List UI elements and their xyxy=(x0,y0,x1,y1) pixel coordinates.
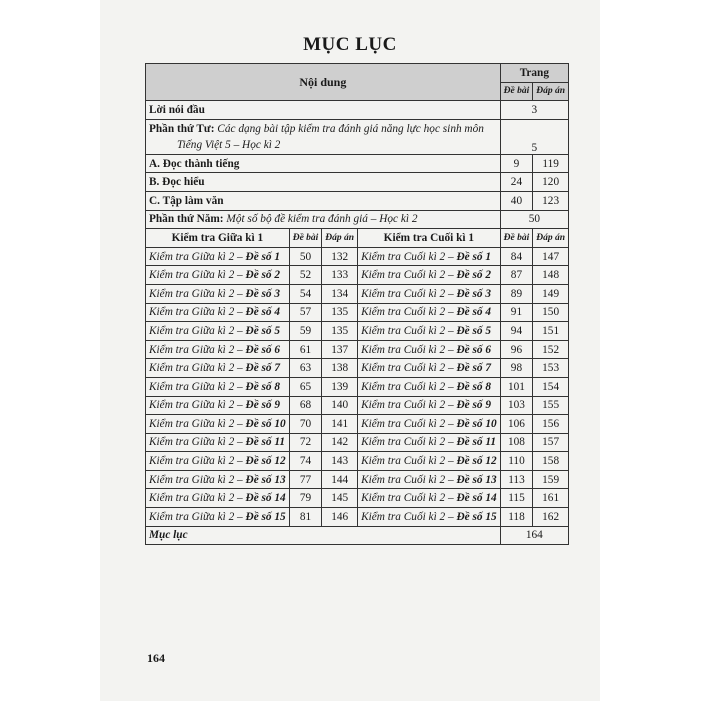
exam-left-title xyxy=(146,508,290,527)
exam-row xyxy=(146,247,569,266)
exam-right-title xyxy=(358,284,501,303)
exam-right-de-bai: 91 xyxy=(500,303,533,322)
section-page: 3 xyxy=(500,101,568,120)
exam-right-de-bai: 101 xyxy=(500,377,533,396)
exam-number: Đề số 7 xyxy=(456,362,491,375)
exam-number: Đề số 6 xyxy=(245,343,281,356)
exam-number: Đề số 9 xyxy=(245,399,281,412)
exam-number: Đề số 14 xyxy=(245,492,286,505)
exam-row xyxy=(146,452,569,471)
exam-title-prefix: Kiểm tra Giữa kì 2 – xyxy=(149,250,246,263)
exam-right-de-bai: 113 xyxy=(500,470,533,489)
exam-left-dap-an: 134 xyxy=(322,284,358,303)
exam-title-prefix: Kiểm tra Cuối kì 2 – xyxy=(361,324,457,337)
exam-row xyxy=(146,322,569,341)
section-label: Lời nói đầu xyxy=(146,101,501,120)
exam-right-title xyxy=(358,508,501,527)
exam-left-de-bai: 59 xyxy=(289,322,322,341)
exam-right-de-bai: 94 xyxy=(500,322,533,341)
exam-left-de-bai: 61 xyxy=(289,340,322,359)
exam-title-prefix: Kiểm tra Giữa kì 2 – xyxy=(149,492,246,505)
part-label: Phần thứ Tư: xyxy=(149,122,215,135)
exam-right-title xyxy=(358,247,501,266)
exam-left-title xyxy=(146,340,290,359)
exam-number: Đề số 11 xyxy=(245,436,286,449)
exam-number: Đề số 3 xyxy=(456,287,491,300)
header-content: Nội dung xyxy=(146,64,501,101)
exam-left-title xyxy=(146,247,290,266)
exam-header-dap-an: Đáp án xyxy=(533,229,569,248)
exam-left-title xyxy=(146,266,290,285)
exam-left-title xyxy=(146,303,290,322)
section-de-bai: 24 xyxy=(500,173,533,192)
exam-right-dap-an: 147 xyxy=(533,247,569,266)
part-text: Một số bộ đề kiểm tra đánh giá – Học kì 2 xyxy=(223,213,418,226)
exam-left-dap-an: 144 xyxy=(322,470,358,489)
exam-number: Đề số 13 xyxy=(456,473,497,486)
exam-title-prefix: Kiểm tra Giữa kì 2 – xyxy=(149,455,246,468)
toc-row-muc-luc xyxy=(146,526,569,545)
exam-left-de-bai: 77 xyxy=(289,470,322,489)
exam-right-dap-an: 150 xyxy=(533,303,569,322)
section-label: B. Đọc hiểu xyxy=(146,173,501,192)
exam-left-title xyxy=(146,322,290,341)
exam-left-dap-an: 140 xyxy=(322,396,358,415)
section-page: 50 xyxy=(500,210,568,229)
section-part-cell xyxy=(146,210,501,229)
exam-left-de-bai: 63 xyxy=(289,359,322,378)
exam-title-prefix: Kiểm tra Cuối kì 2 – xyxy=(361,362,457,375)
exam-number: Đề số 7 xyxy=(245,362,281,375)
exam-number: Đề số 9 xyxy=(456,399,491,412)
exam-title-prefix: Kiểm tra Giữa kì 2 – xyxy=(149,380,246,393)
exam-left-de-bai: 50 xyxy=(289,247,322,266)
exam-right-dap-an: 155 xyxy=(533,396,569,415)
page-title: MỤC LỤC xyxy=(303,34,397,55)
exam-row xyxy=(146,433,569,452)
exam-title-prefix: Kiểm tra Cuối kì 2 – xyxy=(361,417,457,430)
exam-row xyxy=(146,266,569,285)
exam-title-prefix: Kiểm tra Cuối kì 2 – xyxy=(361,287,457,300)
part-text: Các dạng bài tập kiểm tra đánh giá năng lực học sinh môn xyxy=(214,122,484,135)
exam-title-prefix: Kiểm tra Cuối kì 2 – xyxy=(361,455,457,468)
section-dap-an: 120 xyxy=(533,173,569,192)
exam-right-de-bai: 84 xyxy=(500,247,533,266)
exam-left-dap-an: 135 xyxy=(322,322,358,341)
exam-title-prefix: Kiểm tra Giữa kì 2 – xyxy=(149,343,246,356)
exam-number: Đề số 5 xyxy=(245,324,281,337)
exam-left-dap-an: 145 xyxy=(322,489,358,508)
section-label: C. Tập làm văn xyxy=(146,191,501,210)
exam-number: Đề số 6 xyxy=(456,343,491,356)
part-label: Phần thứ Năm: xyxy=(149,213,224,226)
exam-title-prefix: Kiểm tra Giữa kì 2 – xyxy=(149,306,246,319)
exam-title-prefix: Kiểm tra Cuối kì 2 – xyxy=(361,436,457,449)
exam-title-prefix: Kiểm tra Giữa kì 2 – xyxy=(149,269,246,282)
exam-number: Đề số 12 xyxy=(456,455,497,468)
exam-number: Đề số 5 xyxy=(456,324,491,337)
exam-right-dap-an: 152 xyxy=(533,340,569,359)
exam-right-de-bai: 110 xyxy=(500,452,533,471)
exam-header-de-bai: Đề bài xyxy=(289,229,322,248)
section-de-bai: 40 xyxy=(500,191,533,210)
exam-row xyxy=(146,470,569,489)
exam-left-de-bai: 65 xyxy=(289,377,322,396)
exam-number: Đề số 12 xyxy=(245,455,286,468)
exam-row xyxy=(146,303,569,322)
exam-header-dap-an: Đáp án xyxy=(322,229,358,248)
exam-right-de-bai: 98 xyxy=(500,359,533,378)
section-label: Mục lục xyxy=(146,526,501,545)
toc-row-phan-thu-nam xyxy=(146,210,569,229)
exam-number: Đề số 15 xyxy=(245,510,286,523)
header-de-bai: Đề bài xyxy=(500,82,533,101)
exam-number: Đề số 4 xyxy=(245,306,281,319)
exam-title-prefix: Kiểm tra Giữa kì 2 – xyxy=(149,510,246,523)
exam-right-title xyxy=(358,396,501,415)
exam-row xyxy=(146,396,569,415)
header-trang: Trang xyxy=(500,64,568,83)
exam-left-de-bai: 57 xyxy=(289,303,322,322)
exam-number: Đề số 8 xyxy=(245,380,281,393)
section-page: 164 xyxy=(500,526,568,545)
section-de-bai: 9 xyxy=(500,154,533,173)
part-text-line2: Tiếng Việt 5 – Học kì 2 xyxy=(177,138,281,151)
exam-left-title xyxy=(146,377,290,396)
exam-left-de-bai: 79 xyxy=(289,489,322,508)
exam-title-prefix: Kiểm tra Giữa kì 2 – xyxy=(149,473,246,486)
exam-right-title xyxy=(358,452,501,471)
exam-title-prefix: Kiểm tra Giữa kì 2 – xyxy=(149,324,246,337)
exam-left-title xyxy=(146,433,290,452)
exam-left-dap-an: 132 xyxy=(322,247,358,266)
exam-title-prefix: Kiểm tra Cuối kì 2 – xyxy=(361,306,457,319)
exam-right-dap-an: 154 xyxy=(533,377,569,396)
section-dap-an: 123 xyxy=(533,191,569,210)
page-number: 164 xyxy=(147,651,165,665)
exam-title-prefix: Kiểm tra Giữa kì 2 – xyxy=(149,436,246,449)
exam-left-dap-an: 135 xyxy=(322,303,358,322)
exam-right-dap-an: 153 xyxy=(533,359,569,378)
exam-right-de-bai: 103 xyxy=(500,396,533,415)
exam-number: Đề số 11 xyxy=(456,436,497,449)
exam-row xyxy=(146,489,569,508)
section-page: 5 xyxy=(500,119,568,154)
exam-title-prefix: Kiểm tra Cuối kì 2 – xyxy=(361,473,457,486)
exam-row xyxy=(146,284,569,303)
exam-right-de-bai: 118 xyxy=(500,508,533,527)
exam-left-title xyxy=(146,489,290,508)
exam-left-title xyxy=(146,396,290,415)
exam-number: Đề số 10 xyxy=(456,417,497,430)
exam-right-dap-an: 149 xyxy=(533,284,569,303)
exam-row xyxy=(146,377,569,396)
exam-left-de-bai: 74 xyxy=(289,452,322,471)
section-part-cell xyxy=(146,119,501,154)
exam-row xyxy=(146,340,569,359)
exam-right-title xyxy=(358,359,501,378)
exam-title-prefix: Kiểm tra Cuối kì 2 – xyxy=(361,510,457,523)
toc-row-phan-thu-tu xyxy=(146,119,569,154)
toc-row-tap-lam-van xyxy=(146,191,569,210)
exam-right-title xyxy=(358,377,501,396)
exam-left-title xyxy=(146,415,290,434)
exam-title-prefix: Kiểm tra Giữa kì 2 – xyxy=(149,362,246,375)
exam-right-dap-an: 157 xyxy=(533,433,569,452)
exam-title-prefix: Kiểm tra Cuối kì 2 – xyxy=(361,380,457,393)
exam-right-de-bai: 89 xyxy=(500,284,533,303)
exam-left-de-bai: 81 xyxy=(289,508,322,527)
exam-right-title xyxy=(358,433,501,452)
exam-right-title xyxy=(358,415,501,434)
exam-right-dap-an: 148 xyxy=(533,266,569,285)
exam-right-de-bai: 115 xyxy=(500,489,533,508)
exam-number: Đề số 4 xyxy=(456,306,491,319)
exam-left-de-bai: 70 xyxy=(289,415,322,434)
exam-right-title xyxy=(358,266,501,285)
exam-right-dap-an: 159 xyxy=(533,470,569,489)
exam-right-dap-an: 156 xyxy=(533,415,569,434)
exam-left-title xyxy=(146,359,290,378)
exam-row xyxy=(146,508,569,527)
exam-number: Đề số 15 xyxy=(456,510,497,523)
exam-right-title xyxy=(358,489,501,508)
exam-header-left: Kiểm tra Giữa kì 1 xyxy=(146,229,290,248)
exam-row xyxy=(146,415,569,434)
toc-row-doc-hieu xyxy=(146,173,569,192)
exam-number: Đề số 8 xyxy=(456,380,491,393)
exam-left-title xyxy=(146,470,290,489)
exam-title-prefix: Kiểm tra Giữa kì 2 – xyxy=(149,417,246,430)
exam-number: Đề số 3 xyxy=(245,287,281,300)
exam-title-prefix: Kiểm tra Cuối kì 2 – xyxy=(361,269,457,282)
exam-number: Đề số 2 xyxy=(456,269,491,282)
exam-title-prefix: Kiểm tra Cuối kì 2 – xyxy=(361,250,457,263)
exam-left-de-bai: 72 xyxy=(289,433,322,452)
exam-right-de-bai: 96 xyxy=(500,340,533,359)
exam-number: Đề số 1 xyxy=(456,250,491,263)
header-dap-an: Đáp án xyxy=(533,82,569,101)
exam-right-de-bai: 108 xyxy=(500,433,533,452)
exam-title-prefix: Kiểm tra Cuối kì 2 – xyxy=(361,399,457,412)
toc-header-row xyxy=(146,64,569,83)
exam-right-dap-an: 151 xyxy=(533,322,569,341)
exam-title-prefix: Kiểm tra Cuối kì 2 – xyxy=(361,343,457,356)
toc-row-loi-noi-dau xyxy=(146,101,569,120)
exam-right-title xyxy=(358,322,501,341)
exam-left-dap-an: 146 xyxy=(322,508,358,527)
exam-title-prefix: Kiểm tra Giữa kì 2 – xyxy=(149,399,246,412)
toc-table xyxy=(145,63,569,545)
exam-right-de-bai: 87 xyxy=(500,266,533,285)
exam-number: Đề số 14 xyxy=(456,492,497,505)
exam-left-dap-an: 138 xyxy=(322,359,358,378)
exam-header-right: Kiểm tra Cuối kì 1 xyxy=(358,229,501,248)
exam-right-dap-an: 162 xyxy=(533,508,569,527)
exam-right-title xyxy=(358,340,501,359)
exam-number: Đề số 2 xyxy=(245,269,281,282)
exam-right-title xyxy=(358,303,501,322)
exam-left-dap-an: 139 xyxy=(322,377,358,396)
exam-left-dap-an: 143 xyxy=(322,452,358,471)
exam-title-prefix: Kiểm tra Cuối kì 2 – xyxy=(361,492,457,505)
exam-left-dap-an: 142 xyxy=(322,433,358,452)
exam-number: Đề số 10 xyxy=(245,417,286,430)
exam-header-de-bai: Đề bài xyxy=(500,229,533,248)
section-label: A. Đọc thành tiếng xyxy=(146,154,501,173)
exam-right-title xyxy=(358,470,501,489)
exam-right-de-bai: 106 xyxy=(500,415,533,434)
exam-number: Đề số 13 xyxy=(245,473,286,486)
exam-left-dap-an: 137 xyxy=(322,340,358,359)
exam-title-prefix: Kiểm tra Giữa kì 2 – xyxy=(149,287,246,300)
exam-left-dap-an: 133 xyxy=(322,266,358,285)
exam-left-title xyxy=(146,452,290,471)
toc-row-doc-thanh-tieng xyxy=(146,154,569,173)
exam-left-de-bai: 52 xyxy=(289,266,322,285)
section-dap-an: 119 xyxy=(533,154,569,173)
exam-right-dap-an: 158 xyxy=(533,452,569,471)
exam-left-de-bai: 54 xyxy=(289,284,322,303)
exam-header-row xyxy=(146,229,569,248)
exam-left-de-bai: 68 xyxy=(289,396,322,415)
exam-number: Đề số 1 xyxy=(245,250,281,263)
exam-left-title xyxy=(146,284,290,303)
exam-left-dap-an: 141 xyxy=(322,415,358,434)
exam-right-dap-an: 161 xyxy=(533,489,569,508)
exam-row xyxy=(146,359,569,378)
